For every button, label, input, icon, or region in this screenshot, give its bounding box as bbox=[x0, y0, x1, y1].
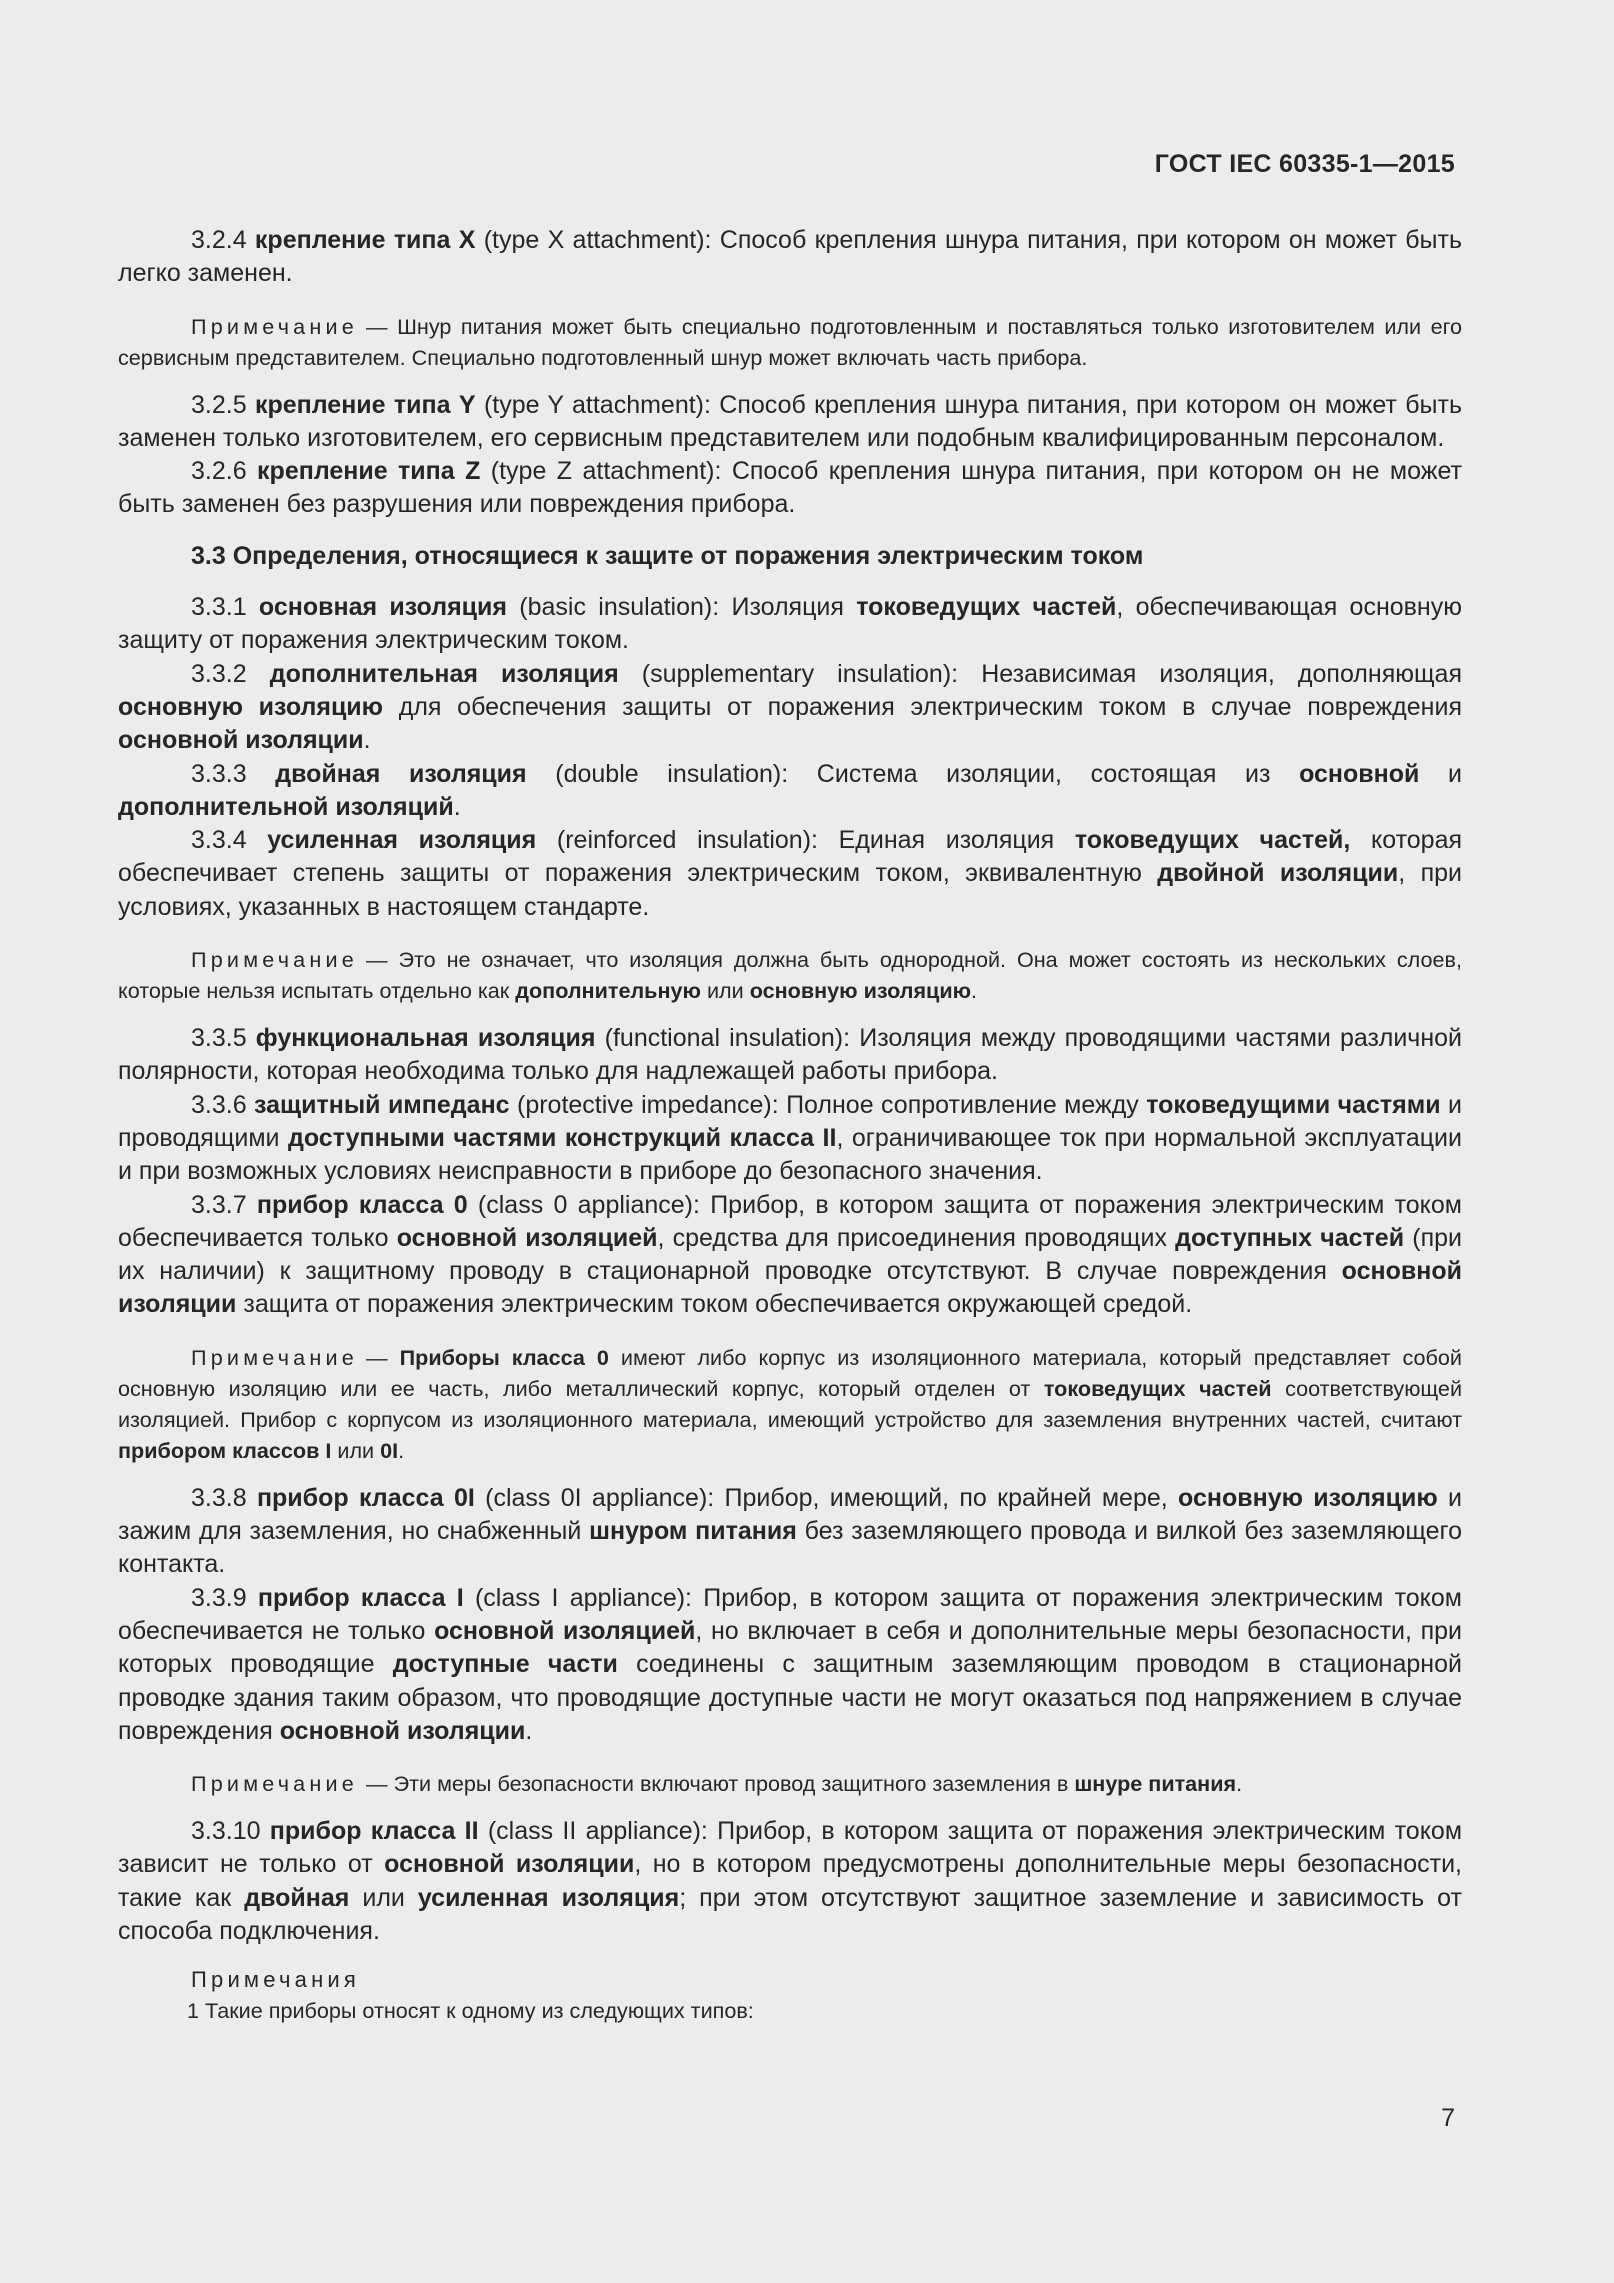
term: крепление типа Z bbox=[257, 457, 481, 486]
text-run: (class 0 appliance): Прибор, в котором защита от поражения электрическим током обеспечивается только bbox=[118, 1190, 1462, 1252]
note-paragraph bbox=[118, 944, 1462, 1006]
text-run: защита от поражения электрическим током обеспечивается окружающей средой. bbox=[236, 1290, 1193, 1319]
note-label: Примечание bbox=[191, 313, 358, 339]
text-run: которая обеспечивает степень защиты от поражения электрическим током, эквивалентную bbox=[118, 826, 1463, 888]
text-run: 3.3.8 bbox=[191, 1483, 257, 1512]
text-run: 3.3.2 bbox=[191, 659, 270, 688]
text-run: 3.3.10 bbox=[191, 1817, 270, 1846]
text-run: 3.3.5 bbox=[191, 1024, 256, 1053]
term: шнуре питания bbox=[1074, 1771, 1237, 1797]
text-run: или bbox=[331, 1437, 381, 1463]
text-run: , но в котором предусмотрены дополнительные меры безопасности, такие как bbox=[118, 1850, 1463, 1912]
definition-paragraph bbox=[118, 224, 1462, 291]
definition-paragraph bbox=[118, 1089, 1462, 1189]
definition-paragraph bbox=[118, 455, 1462, 522]
note-label: Примечание bbox=[191, 947, 358, 973]
text-run: и bbox=[1419, 759, 1462, 788]
text-run: , обеспечивающая основную защиту от поражения электрическим током. bbox=[118, 593, 1462, 655]
note-paragraph bbox=[118, 1342, 1462, 1466]
text-run: — bbox=[366, 1344, 400, 1370]
definition-paragraph bbox=[118, 658, 1462, 758]
text-run: (type Y attachment): Способ крепления шнура питания, при котором он может быть заменен только изготовителем, его сервисным представителем или подобным квалифицированным персоналом. bbox=[118, 390, 1462, 452]
text-run: — Это не означает, что изоляция должна быть однородной. Она может состоять из нескольких слоев, которые нельзя испытать отдельно как bbox=[118, 947, 1462, 1004]
text-run: . bbox=[453, 792, 461, 821]
term: основную изоляцию bbox=[749, 978, 972, 1004]
term: токоведущих частей bbox=[856, 593, 1117, 622]
text-run: 3.3.4 bbox=[191, 826, 268, 855]
text-run: 3.2.6 bbox=[191, 457, 258, 486]
term: токоведущих частей bbox=[1043, 1375, 1272, 1401]
text-run: . bbox=[398, 1437, 405, 1463]
term: основную изоляцию bbox=[118, 692, 384, 721]
text-run: ; при этом отсутствуют защитное заземление и зависимость от способа подключения. bbox=[118, 1883, 1462, 1945]
term: основной изоляции bbox=[118, 1257, 1462, 1319]
text-run: (basic insulation): Изоляция bbox=[507, 593, 857, 622]
page-number: 7 bbox=[1441, 2104, 1455, 2132]
text-run: (double insulation): Система изоляции, состоящая из bbox=[526, 759, 1300, 788]
term: функциональная изоляция bbox=[255, 1024, 596, 1053]
term: основной bbox=[1299, 759, 1420, 788]
term: доступных частей bbox=[1175, 1223, 1405, 1252]
term: двойная bbox=[244, 1883, 350, 1912]
term: дополнительную bbox=[515, 978, 701, 1004]
definition-paragraph bbox=[118, 758, 1462, 825]
text-run: (class 0I appliance): Прибор, имеющий, по крайней мере, bbox=[474, 1483, 1179, 1512]
text-run: (class II appliance): Прибор, в котором защита от поражения электрическим током зависит не только от bbox=[118, 1817, 1462, 1879]
text-run: (functional insulation): Изоляция между проводящими частями различной полярности, которая необходима только для надлежащей работы прибора. bbox=[118, 1024, 1462, 1086]
text-run: 3.2.4 bbox=[191, 226, 255, 254]
term: основной изоляции bbox=[279, 1716, 526, 1745]
note-paragraph bbox=[118, 1768, 1462, 1799]
term: прибор класса I bbox=[257, 1583, 464, 1612]
text-run: имеют либо корпус из изоляционного материала, который представляет собой основную изоляцию или ее часть, либо металлический корпус, который отделен от bbox=[118, 1344, 1462, 1401]
term: основной изоляцией bbox=[396, 1223, 658, 1252]
term: Приборы класса 0 bbox=[399, 1344, 609, 1370]
text-run: (при их наличии) к защитному проводу в стационарной проводке отсутствуют. В случае повреждения bbox=[118, 1223, 1462, 1286]
term: доступные части bbox=[392, 1650, 618, 1679]
text-run: (reinforced insulation): Единая изоляция bbox=[536, 826, 1075, 855]
document-header: ГОСТ IEC 60335-1—2015 bbox=[1154, 150, 1455, 178]
term: шнуром питания bbox=[589, 1517, 797, 1546]
text-run: . bbox=[363, 726, 371, 755]
section-heading bbox=[118, 540, 1462, 573]
text-run: соединены с защитным заземляющим проводом в стационарной проводке здания таким образом, что проводящие доступные части не могут оказаться под напряжением в случае повреждения bbox=[118, 1650, 1462, 1745]
term: основной изоляции bbox=[118, 726, 364, 755]
text-run: 3.3.3 bbox=[191, 759, 276, 788]
definition-paragraph bbox=[118, 1482, 1462, 1582]
term: основной изоляцией bbox=[434, 1616, 696, 1645]
term: 3.3 Определения, относящиеся к защите от поражения электрическим током bbox=[191, 541, 1144, 570]
text-run: (class I appliance): Прибор, в котором защита от поражения электрическим током обеспечивается не только bbox=[118, 1583, 1462, 1645]
text-run: или bbox=[349, 1883, 418, 1912]
text-run: (protective impedance): Полное сопротивление между bbox=[509, 1090, 1147, 1119]
term: прибор класса II bbox=[269, 1817, 479, 1846]
term: основной изоляции bbox=[384, 1850, 635, 1879]
term: дополнительной изоляций bbox=[118, 792, 454, 821]
definition-paragraph bbox=[118, 1189, 1462, 1322]
term: усиленная изоляция bbox=[267, 826, 537, 855]
note-label: Примечание bbox=[191, 1771, 358, 1797]
term: токоведущими частями bbox=[1146, 1090, 1441, 1119]
text-run: — Эти меры безопасности включают провод защитного заземления в bbox=[366, 1771, 1075, 1797]
text-run: 3.2.5 bbox=[191, 390, 255, 419]
text-run: 3.3.6 bbox=[191, 1090, 255, 1119]
notes-block bbox=[118, 1964, 1462, 2026]
text-run: , средства для присоединения проводящих bbox=[657, 1223, 1176, 1252]
term: прибором классов I bbox=[118, 1437, 332, 1463]
text-run: . bbox=[525, 1716, 533, 1745]
text-run: (supplementary insulation): Независимая изоляция, дополняющая bbox=[618, 659, 1462, 688]
term: основная изоляция bbox=[258, 593, 507, 622]
term: доступными частями конструкций класса II bbox=[287, 1123, 837, 1152]
note-item: 1 Такие приборы относят к одному из следующих типов: bbox=[187, 1998, 754, 2024]
text-run: и зажим для заземления, но снабженный bbox=[118, 1483, 1462, 1546]
definition-paragraph bbox=[118, 591, 1462, 658]
definition-paragraph bbox=[118, 1815, 1462, 1948]
text-run: соответствующей изоляцией. Прибор с корпусом из изоляционного материала, имеющий устройство для заземления внутренних частей, считают bbox=[118, 1375, 1463, 1432]
term: 0I bbox=[380, 1437, 399, 1463]
term: крепление типа Y bbox=[254, 390, 476, 419]
note-label: Примечание bbox=[191, 1344, 358, 1370]
text-run: , при условиях, указанных в настоящем стандарте. bbox=[118, 859, 1462, 921]
text-run: (type Z attachment): Способ крепления шнура питания, при котором он не может быть заменен без разрушения или повреждения прибора. bbox=[118, 457, 1462, 519]
text-run: 3.3.1 bbox=[191, 593, 259, 622]
term: прибор класса 0 bbox=[256, 1190, 468, 1219]
document-body bbox=[118, 224, 1462, 2026]
text-run: 3.3.7 bbox=[191, 1190, 257, 1219]
text-run: и проводящими bbox=[118, 1090, 1462, 1152]
text-run: (type X attachment): Способ крепления шнура питания, при котором он может быть легко заменен. bbox=[118, 226, 1462, 288]
text-run: для обеспечения защиты от поражения электрическим током в случае повреждения bbox=[383, 692, 1462, 721]
term: дополнительная изоляция bbox=[269, 659, 619, 688]
term: двойной изоляции bbox=[1157, 859, 1399, 888]
term: двойная изоляция bbox=[275, 759, 527, 788]
text-run: , ограничивающее ток при нормальной эксплуатации и при возможных условиях неисправности в приборе до безопасного значения. bbox=[118, 1123, 1462, 1186]
note-paragraph bbox=[118, 311, 1462, 373]
text-run: , но включает в себя и дополнительные меры безопасности, при которых проводящие bbox=[118, 1616, 1462, 1679]
term: токоведущих частей, bbox=[1074, 826, 1351, 855]
notes-label: Примечания bbox=[191, 1967, 361, 1993]
term: защитный импеданс bbox=[254, 1090, 510, 1119]
term: прибор класса 0I bbox=[256, 1483, 475, 1512]
term: крепление типа X bbox=[254, 226, 476, 254]
text-run: 3.3.9 bbox=[191, 1583, 258, 1612]
text-run: . bbox=[971, 978, 978, 1004]
definition-paragraph bbox=[118, 389, 1462, 456]
text-run: . bbox=[1236, 1771, 1243, 1797]
definition-paragraph bbox=[118, 824, 1462, 924]
definition-paragraph bbox=[118, 1582, 1462, 1748]
text-run: или bbox=[700, 978, 750, 1004]
text-run: без заземляющего провода и вилкой без заземляющего контакта. bbox=[118, 1517, 1462, 1579]
term: основную изоляцию bbox=[1178, 1483, 1438, 1512]
term: усиленная изоляция bbox=[417, 1883, 680, 1912]
definition-paragraph bbox=[118, 1022, 1462, 1089]
text-run: — Шнур питания может быть специально подготовленным и поставляться только изготовителем или его сервисным представителем. Специально подготовленный шнур может включать часть прибора. bbox=[118, 313, 1462, 370]
